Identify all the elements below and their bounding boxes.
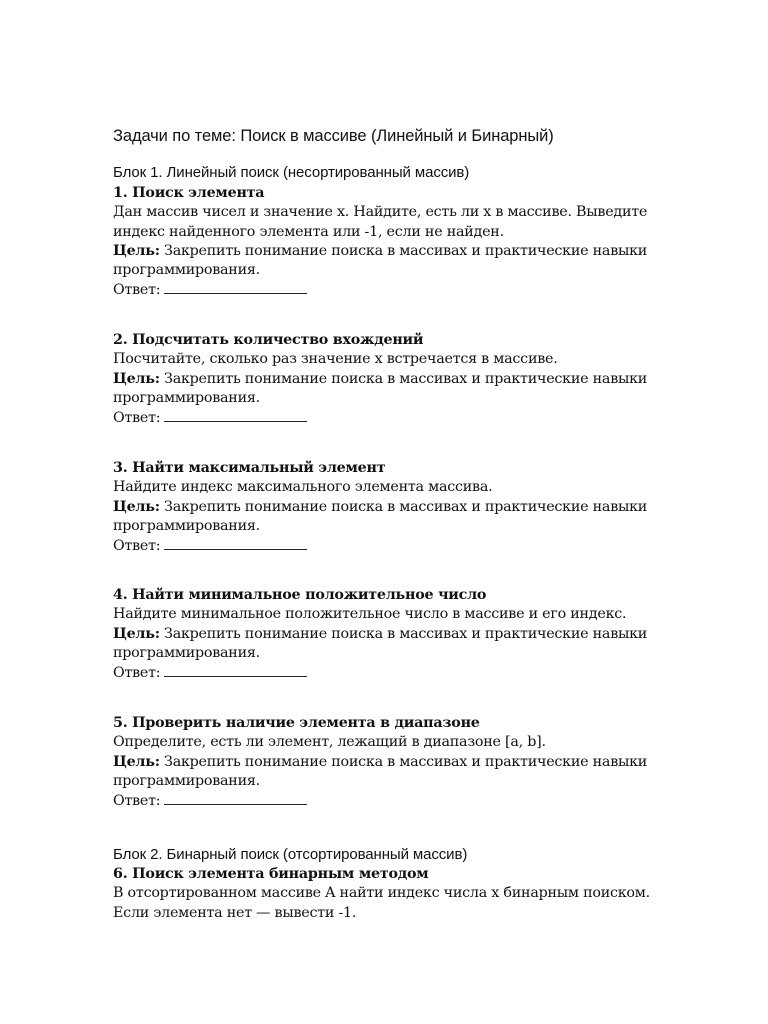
goal-label: Цель: <box>113 625 160 642</box>
goal-label: Цель: <box>113 370 160 387</box>
answer-label: Ответ: <box>113 665 161 682</box>
task-6 <box>113 865 653 923</box>
answer-blank-line <box>164 791 307 805</box>
task-5 <box>113 714 653 811</box>
goal-text: Закрепить понимание поиска в массивах и практические навыки программирования. <box>113 625 648 661</box>
task-goal <box>113 370 653 409</box>
task-answer <box>113 663 653 683</box>
task-text: Найдите минимальное положительное число в массиве и его индекс. <box>113 606 627 623</box>
task-text: Дан массив чисел и значение x. Найдите, есть ли x в массиве. Выведите индекс найденного элемента или -1, если не найден. <box>113 204 648 240</box>
task-1 <box>113 184 653 301</box>
goal-text: Закрепить понимание поиска в массивах и практические навыки программирования. <box>113 242 648 279</box>
task-goal <box>113 625 653 664</box>
block-2-heading: Блок 2. Бинарный поиск (отсортированный массив) <box>113 846 468 863</box>
task-title: 2. Подсчитать количество вхождений <box>113 332 424 348</box>
task-title: 3. Найти максимальный элемент <box>113 460 386 476</box>
task-title: 1. Поиск элемента <box>113 185 265 201</box>
answer-blank-line <box>164 280 307 294</box>
task-title: 4. Найти минимальное положительное число <box>113 587 487 603</box>
task-goal <box>113 498 653 537</box>
task-title: 6. Поиск элемента бинарным методом <box>113 866 429 882</box>
task-answer <box>113 280 653 300</box>
answer-label: Ответ: <box>113 538 161 555</box>
task-answer <box>113 536 653 556</box>
task-text: Найдите индекс максимального элемента массива. <box>113 479 493 496</box>
task-3 <box>113 459 653 556</box>
goal-label: Цель: <box>113 242 160 259</box>
answer-blank-line <box>164 663 307 677</box>
task-text: Посчитайте, сколько раз значение x встречается в массиве. <box>113 351 558 368</box>
answer-blank-line <box>164 536 307 550</box>
goal-text: Закрепить понимание поиска в массивах и практические навыки программирования. <box>113 498 648 534</box>
document-title: Задачи по теме: Поиск в массиве (Линейный и Бинарный) <box>113 127 554 145</box>
task-2 <box>113 331 653 428</box>
goal-label: Цель: <box>113 498 160 515</box>
block-1-heading: Блок 1. Линейный поиск (несортированный массив) <box>113 164 470 181</box>
answer-label: Ответ: <box>113 410 161 427</box>
task-goal <box>113 753 653 792</box>
task-goal <box>113 242 653 281</box>
answer-label: Ответ: <box>113 793 161 810</box>
goal-text: Закрепить понимание поиска в массивах и практические навыки программирования. <box>113 370 648 406</box>
task-text: В отсортированном массиве A найти индекс числа x бинарным поиском. Если элемента нет — вывести -1. <box>113 885 650 921</box>
task-text: Определите, есть ли элемент, лежащий в диапазоне [a, b]. <box>113 734 546 751</box>
goal-label: Цель: <box>113 753 160 770</box>
goal-text: Закрепить понимание поиска в массивах и практические навыки программирования. <box>113 753 648 789</box>
task-title: 5. Проверить наличие элемента в диапазоне <box>113 715 480 731</box>
task-4 <box>113 586 653 683</box>
answer-label: Ответ: <box>113 282 161 299</box>
task-answer <box>113 408 653 428</box>
answer-blank-line <box>164 408 307 422</box>
task-answer <box>113 791 653 811</box>
